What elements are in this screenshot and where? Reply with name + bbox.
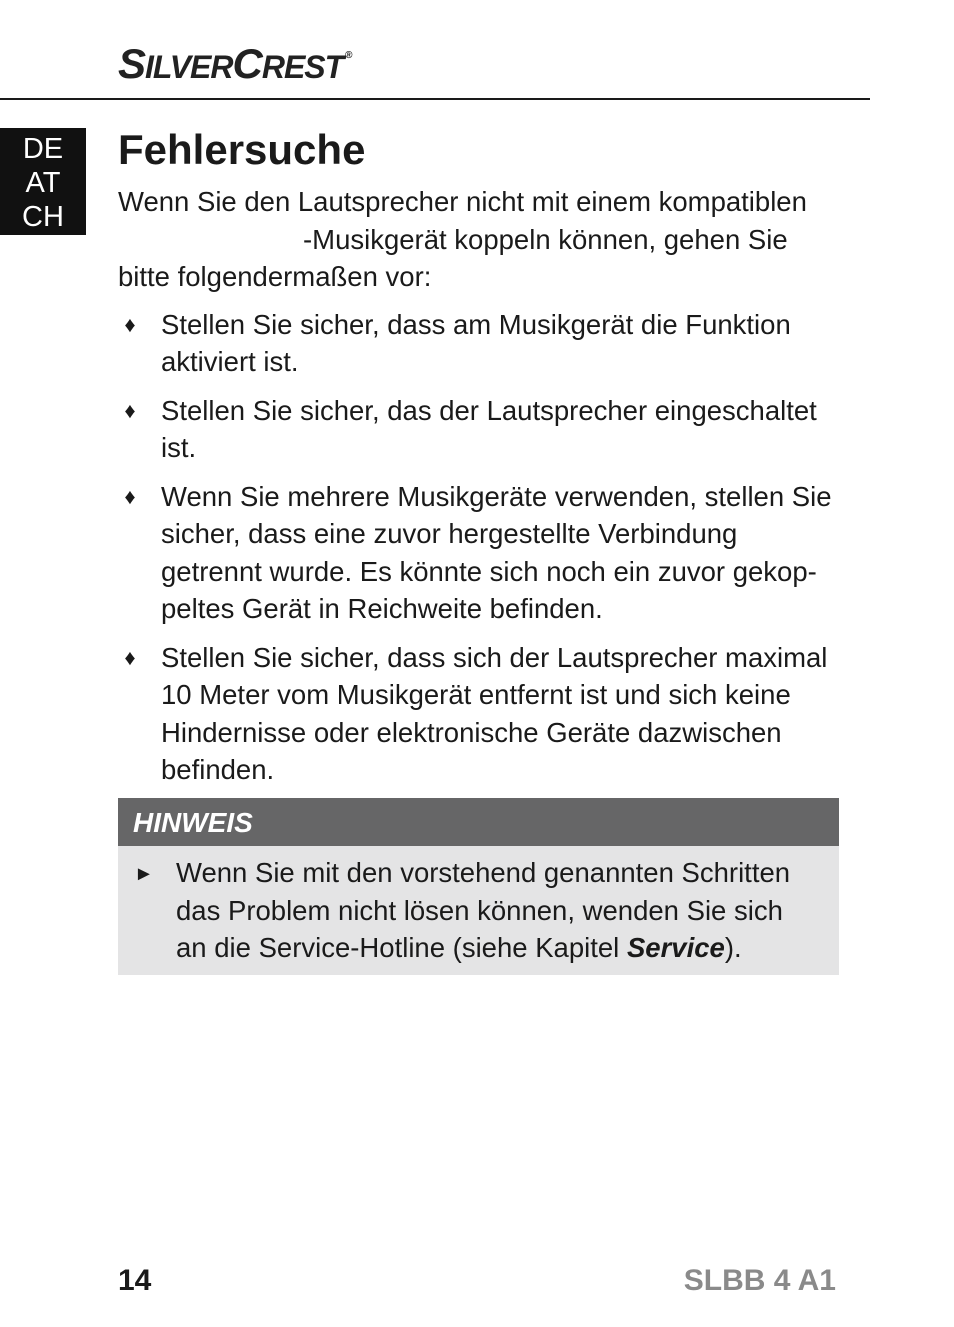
- main-content: [118, 183, 838, 800]
- note-text: Wenn Sie mit den vorstehend genannten Schritten das Problem nicht lösen können, wenden Sie sich an die Service-Hotline (siehe Kapitel Service).: [176, 857, 791, 963]
- note-body: [118, 846, 839, 975]
- model-number: SLBB 4 A1: [683, 1264, 836, 1297]
- diamond-bullet-icon: ♦: [124, 483, 136, 509]
- list-item: [118, 306, 838, 381]
- intro-line-3: bitte folgendermaßen vor:: [118, 261, 432, 292]
- arrow-right-icon: ►: [134, 863, 154, 885]
- list-item-text: Wenn Sie mehrere Musikgeräte verwenden, stellen Sie sicher, dass eine zuvor hergestellte Verbindung getrennt wurde. Es könnte sich noch ein zuvor gekop-peltes Gerät in Reichweite befinden.: [161, 480, 832, 624]
- list-item: [118, 639, 838, 789]
- note-box: [118, 798, 839, 975]
- list-item: [118, 478, 838, 628]
- page-number: 14: [118, 1264, 152, 1297]
- header-rule: [0, 98, 870, 100]
- service-reference: Service: [626, 932, 725, 963]
- intro-line-1: Wenn Sie den Lautsprecher nicht mit einem kompatiblen: [118, 186, 807, 217]
- intro-line-2: -Musikgerät koppeln können, gehen Sie: [303, 223, 788, 255]
- lang-de: DE: [22, 133, 64, 165]
- lang-at: AT: [25, 167, 61, 199]
- page-title: Fehlersuche: [118, 126, 366, 173]
- list-item-text: Stellen Sie sicher, das der Lautsprecher eingeschaltet ist.: [161, 394, 817, 463]
- diamond-bullet-icon: ♦: [124, 397, 136, 423]
- diamond-bullet-icon: ♦: [124, 311, 136, 337]
- list-item-text: Stellen Sie sicher, dass sich der Lautsprecher maximal 10 Meter vom Musikgerät entfernt ist und sich keine Hindernisse oder elektronische Geräte dazwischen befinden.: [161, 641, 828, 785]
- list-item-text: Stellen Sie sicher, dass am Musikgerät die Funktion aktiviert ist.: [161, 308, 791, 377]
- intro-paragraph: [118, 183, 838, 296]
- language-tab: [0, 128, 86, 235]
- bullet-list: [118, 306, 838, 789]
- brand-logo: SILVERCREST ®: [118, 40, 352, 87]
- diamond-bullet-icon: ♦: [124, 644, 136, 670]
- note-heading: HINWEIS: [118, 798, 839, 846]
- list-item: [118, 392, 838, 467]
- lang-ch: CH: [22, 201, 64, 233]
